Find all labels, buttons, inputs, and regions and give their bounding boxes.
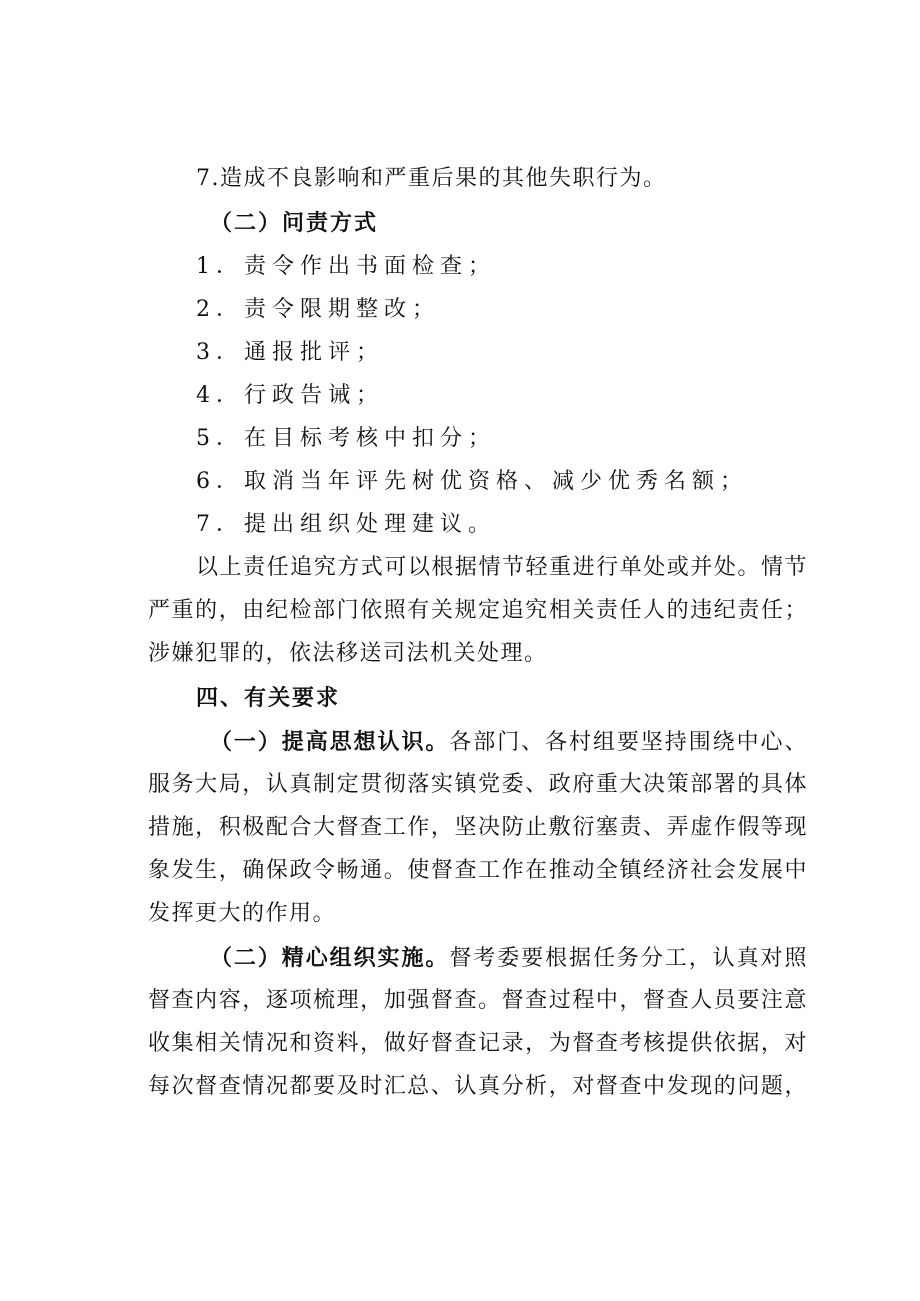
section-heading-accountability-methods: （二）问责方式 bbox=[210, 210, 379, 236]
method-item-1: 1．责令作出书面检查； bbox=[196, 254, 496, 279]
method-item-4: 4．行政告诫； bbox=[196, 383, 384, 408]
requirement-2-lead: （二）精心组织实施。 bbox=[210, 945, 450, 971]
requirement-1-lead: （一）提高思想认识。 bbox=[210, 729, 450, 755]
list-item-7: 7.造成不良影响和严重后果的其他失职行为。 bbox=[196, 166, 667, 191]
paragraph-line: 措施，积极配合大督查工作，坚决防止敷衍塞责、弄虚作假等现 bbox=[148, 815, 808, 840]
method-item-3: 3．通报批评； bbox=[196, 340, 384, 365]
requirement-2-text: 督考委要根据任务分工，认真对照 bbox=[449, 946, 808, 971]
section-heading-requirements: 四、有关要求 bbox=[196, 685, 341, 711]
requirement-2-first-line bbox=[210, 943, 808, 974]
paragraph-line: 严重的，由纪检部门依照有关规定追究相关责任人的违纪责任； bbox=[148, 598, 808, 623]
paragraph-line: 涉嫌犯罪的，依法移送司法机关处理。 bbox=[148, 641, 548, 666]
method-item-7: 7．提出组织处理建议。 bbox=[196, 512, 496, 537]
paragraph-line: 发挥更大的作用。 bbox=[148, 901, 337, 926]
method-item-6: 6．取消当年评先树优资格、减少优秀名额； bbox=[196, 469, 748, 494]
paragraph-line: 服务大局，认真制定贯彻落实镇党委、政府重大决策部署的具体 bbox=[148, 772, 808, 797]
paragraph-line: 每次督查情况都要及时汇总、认真分析，对督查中发现的问题， bbox=[148, 1074, 808, 1099]
paragraph-line: 督查内容，逐项梳理，加强督查。督查过程中，督查人员要注意 bbox=[148, 988, 808, 1013]
paragraph-line: 以上责任追究方式可以根据情节轻重进行单处或并处。情节 bbox=[196, 555, 808, 580]
method-item-2: 2．责令限期整改； bbox=[196, 297, 440, 322]
requirement-1-text: 各部门、各村组要坚持围绕中心、 bbox=[449, 730, 808, 755]
method-item-5: 5．在目标考核中扣分； bbox=[196, 426, 496, 451]
paragraph-line: 象发生，确保政令畅通。使督查工作在推动全镇经济社会发展中 bbox=[148, 858, 808, 883]
requirement-1-first-line bbox=[210, 727, 808, 758]
paragraph-line: 收集相关情况和资料，做好督查记录，为督查考核提供依据，对 bbox=[148, 1031, 808, 1056]
